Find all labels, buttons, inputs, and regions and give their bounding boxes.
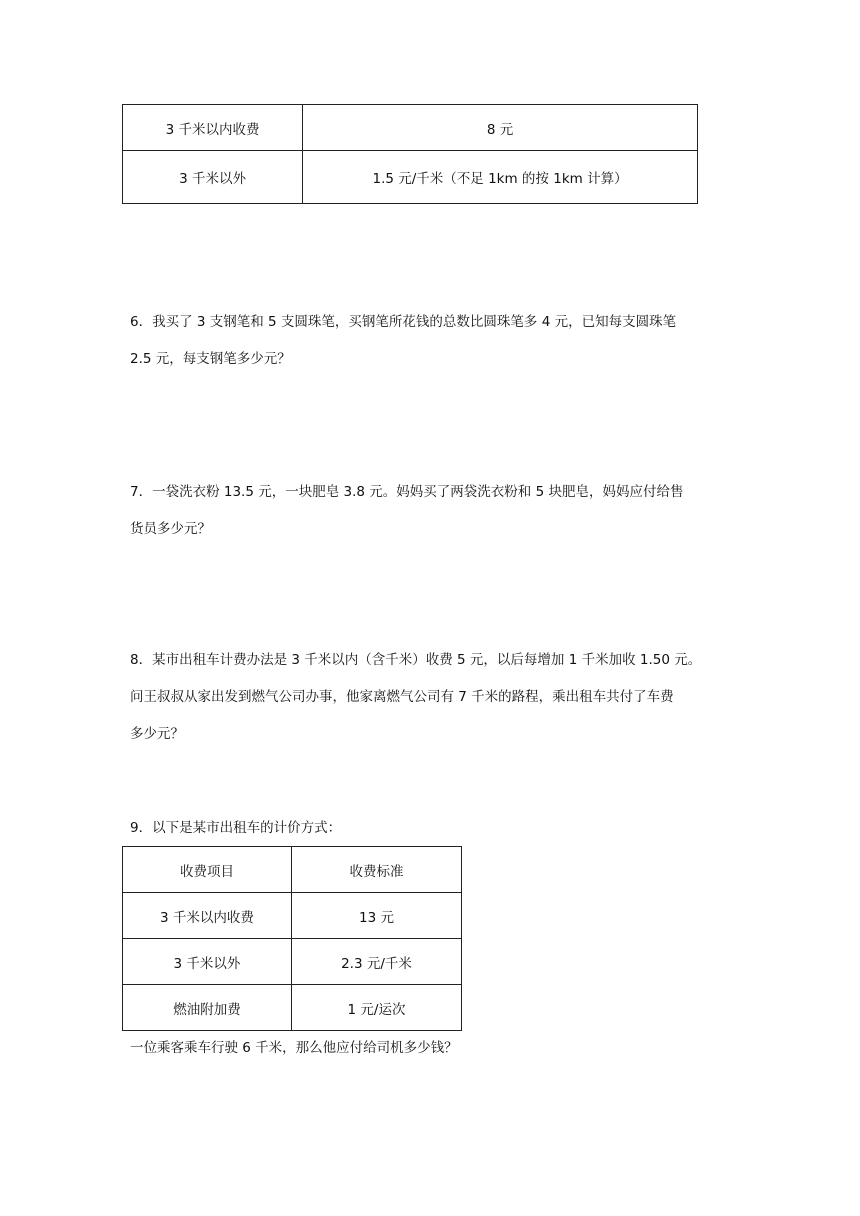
table-cell: 1.5 元/千米（不足 1km 的按 1km 计算） (303, 151, 698, 204)
table-row (123, 939, 462, 985)
table-cell: 3 千米以内收费 (123, 105, 303, 151)
question-6 (130, 304, 730, 378)
table-header-cell: 收费标准 (291, 847, 461, 893)
table-cell: 3 千米以外 (123, 151, 303, 204)
question-6-line-2: 2.5 元，每支钢笔多少元？ (130, 351, 291, 367)
table-cell: 13 元 (291, 893, 461, 939)
table-cell: 3 千米以内收费 (123, 893, 292, 939)
table-row (123, 151, 698, 204)
question-9-text: 一位乘客乘车行驶 6 千米，那么他应付给司机多少钱？ (130, 1040, 458, 1056)
table-row (123, 985, 462, 1031)
table-row (123, 105, 698, 151)
question-8 (130, 642, 730, 753)
table-cell: 3 千米以外 (123, 939, 292, 985)
table-header-cell: 收费项目 (123, 847, 292, 893)
question-8-line-2: 问王叔叔从家出发到燃气公司办事，他家离燃气公司有 7 千米的路程，乘出租车共付了车费 (130, 689, 674, 705)
table-cell: 2.3 元/千米 (291, 939, 461, 985)
question-7-line-2: 货员多少元？ (130, 521, 211, 537)
table-row (123, 893, 462, 939)
fare-table-q9 (122, 846, 462, 1031)
table-header-row (123, 847, 462, 893)
table-cell: 1 元/运次 (291, 985, 461, 1031)
question-7 (130, 474, 730, 548)
question-8-line-3: 多少元？ (130, 726, 184, 742)
table-cell: 8 元 (303, 105, 698, 151)
table-cell: 燃油附加费 (123, 985, 292, 1031)
question-9-intro: 9．以下是某市出租车的计价方式： (130, 820, 342, 836)
question-8-line-1: 8．某市出租车计费办法是 3 千米以内（含千米）收费 5 元，以后每增加 1 千米加收 1.50 元。 (130, 652, 702, 668)
question-6-line-1: 6．我买了 3 支钢笔和 5 支圆珠笔，买钢笔所花钱的总数比圆珠笔多 4 元，已知每支圆珠笔 (130, 314, 677, 330)
fare-table-top (122, 104, 698, 204)
question-7-line-1: 7．一袋洗衣粉 13.5 元，一块肥皂 3.8 元。妈妈买了两袋洗衣粉和 5 块肥皂，妈妈应付给售 (130, 484, 684, 500)
